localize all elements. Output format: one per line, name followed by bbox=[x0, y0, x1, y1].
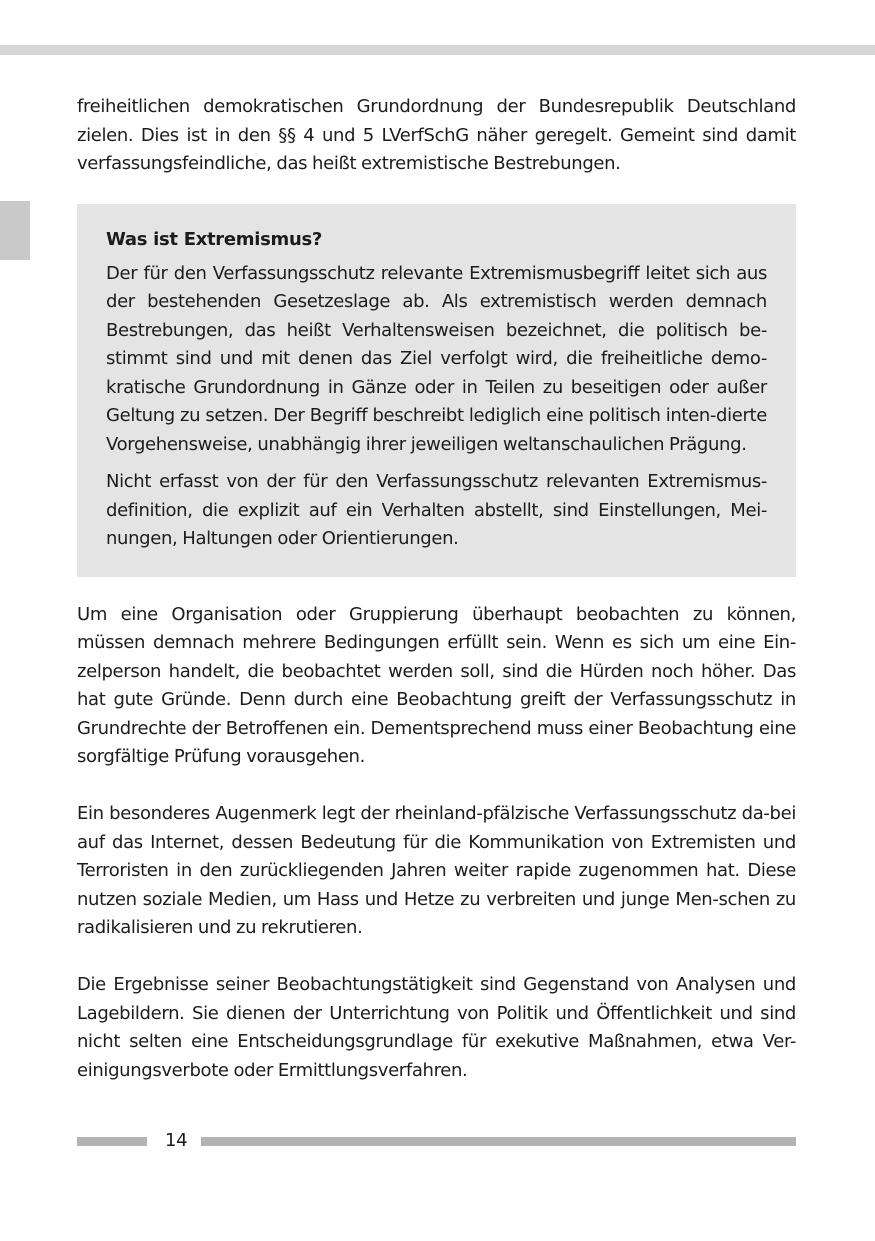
info-box-paragraph: Nicht erfasst von der für den Verfassungsschutz relevanten Extremismus-definition, die explizit auf ein Verhalten abstellt, sind Einstellungen, Mei-nungen, Haltungen oder Orientierungen. bbox=[106, 471, 767, 549]
info-box-extremism bbox=[77, 204, 796, 577]
page-number: 14 bbox=[165, 1130, 188, 1151]
header-rule bbox=[0, 45, 875, 55]
footer-rule-right bbox=[201, 1137, 796, 1146]
page-footer bbox=[77, 1128, 796, 1154]
chapter-tab-marker bbox=[0, 201, 30, 260]
footer-rule-left bbox=[77, 1137, 147, 1146]
page-body bbox=[77, 93, 796, 1114]
info-box-title: Was ist Extremismus? bbox=[106, 228, 323, 250]
info-box-paragraph: Der für den Verfassungsschutz relevante Extremismusbegriff leitet sich aus der bestehenden Gesetzeslage ab. Als extremistisch werden demnach Bestrebungen, das heißt Verhaltensweisen bezeichnet, die politisch be-stimmt sind und mit denen das Ziel verfolgt wird, die freiheitliche demo-kratische Grundordnung in Gänze oder in Teilen zu beseitigen oder außer Geltung zu setzen. Der Begriff beschreibt lediglich eine politisch inten-dierte Vorgehensweise, unabhängig ihrer jeweiligen weltanschaulichen Prägung. bbox=[106, 262, 767, 455]
body-paragraph: Um eine Organisation oder Gruppierung überhaupt beobachten zu können, müssen demnach mehrere Bedingungen erfüllt sein. Wenn es sich um eine Ein-zelperson handelt, die beobachtet werden soll, sind die Hürden noch höher. Das hat gute Gründe. Denn durch eine Beobachtung greift der Verfassungsschutz in Grundrechte der Betroffenen ein. Dementsprechend muss einer Beobachtung eine sorgfältige Prüfung vorausgehen. bbox=[77, 603, 796, 767]
body-paragraph-intro: freiheitlichen demokratischen Grundordnung der Bundesrepublik Deutschland zielen. Dies ist in den §§ 4 und 5 LVerfSchG näher geregelt. Gemeint sind damit verfassungsfeindliche, das heißt extremistische Bestrebungen. bbox=[77, 96, 796, 174]
body-paragraph: Ein besonderes Augenmerk legt der rheinland-pfälzische Verfassungsschutz da-bei auf das Internet, dessen Bedeutung für die Kommunikation von Extremisten und Terroristen in den zurückliegenden Jahren weiter rapide zugenommen hat. Diese nutzen soziale Medien, um Hass und Hetze zu verbreiten und junge Men-schen zu radikalisieren und zu rekrutieren. bbox=[77, 803, 796, 938]
body-paragraph: Die Ergebnisse seiner Beobachtungstätigkeit sind Gegenstand von Analysen und Lagebildern. Sie dienen der Unterrichtung von Politik und Öffentlichkeit und sind nicht selten eine Entscheidungsgrundlage für exekutive Maßnahmen, etwa Ver-einigungsverbote oder Ermittlungsverfahren. bbox=[77, 974, 796, 1081]
